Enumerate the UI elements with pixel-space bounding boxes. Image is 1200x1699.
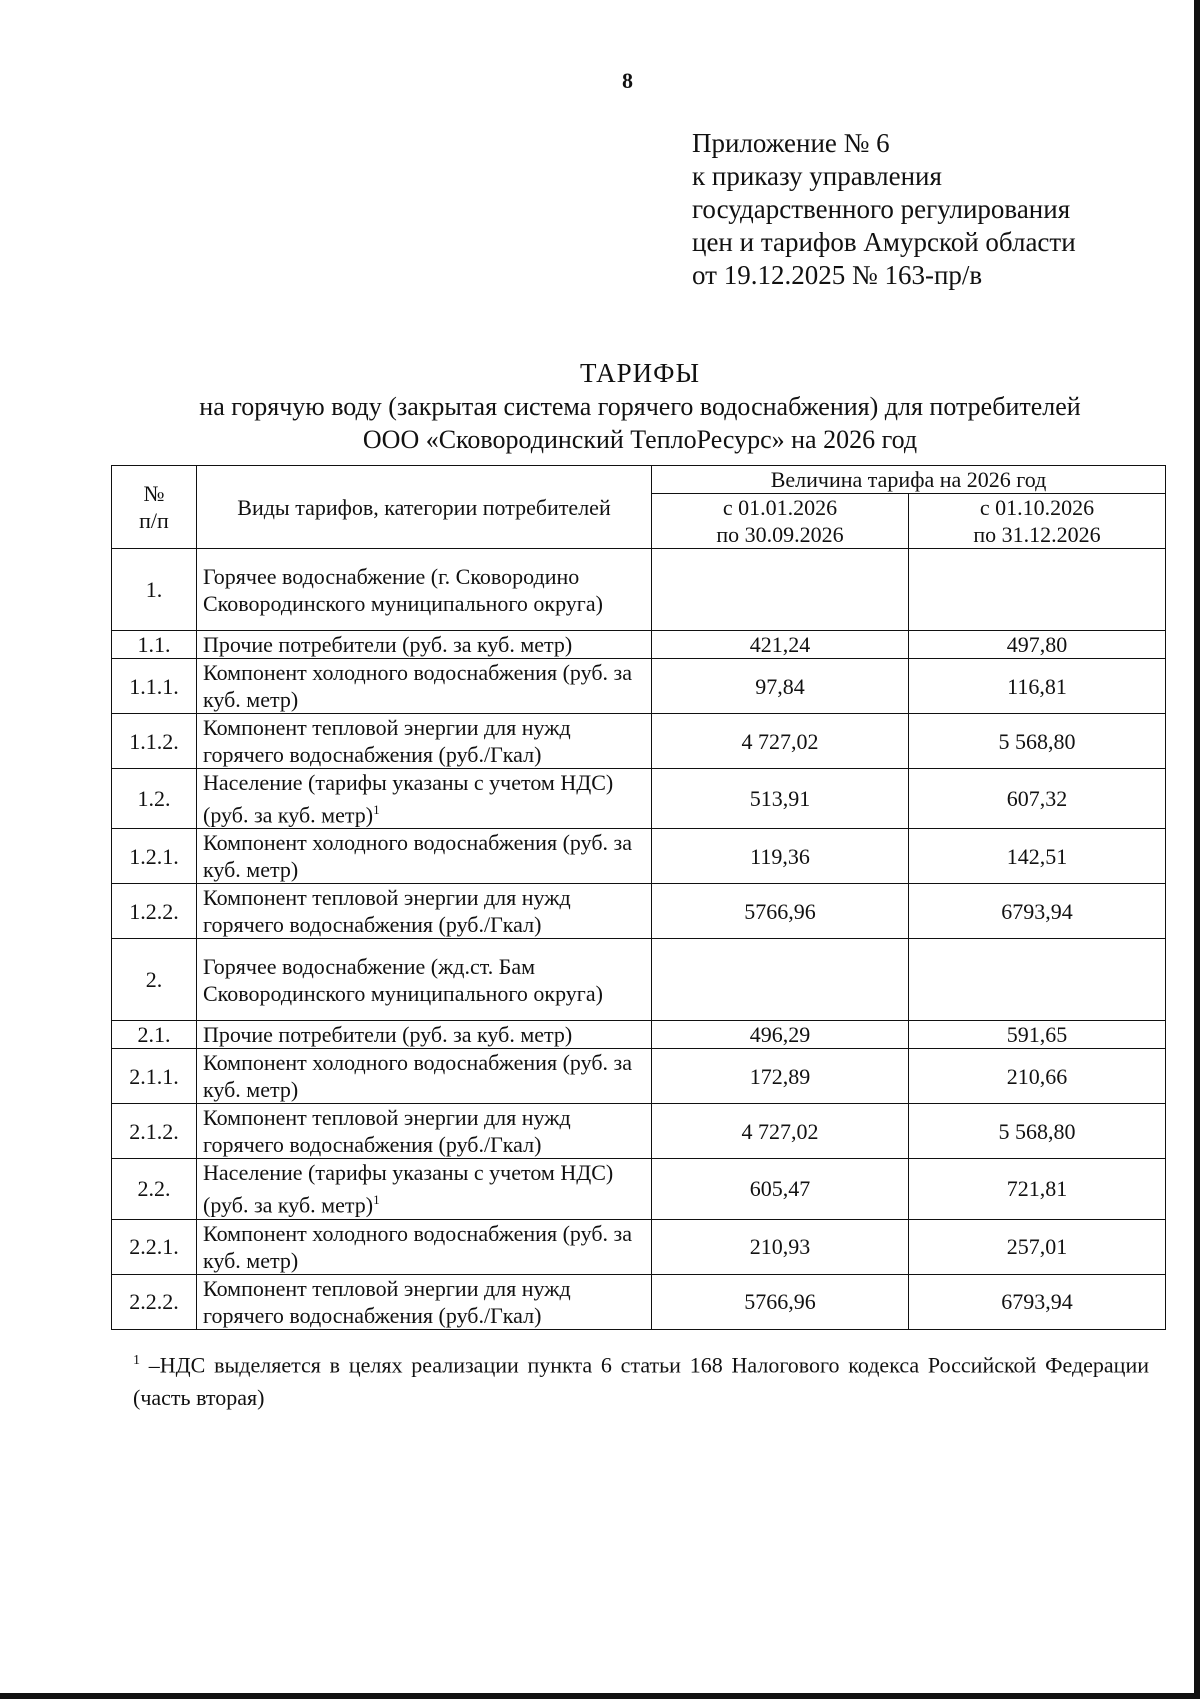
header-tariff-type: Виды тарифов, категории потребителей xyxy=(197,466,652,549)
header-period-1 xyxy=(652,494,909,549)
table-row xyxy=(112,1021,1166,1049)
row-tariff-type xyxy=(197,1159,652,1219)
table-row xyxy=(112,1274,1166,1329)
row-value-period-1: 97,84 xyxy=(652,659,909,714)
row-tariff-type-text: Население (тарифы указаны с учетом НДС) (руб. за куб. метр) xyxy=(203,770,614,828)
row-value-period-2 xyxy=(909,549,1166,631)
row-number: 2.2. xyxy=(112,1159,197,1219)
row-tariff-type-text: Компонент холодного водоснабжения (руб. за куб. метр) xyxy=(203,660,632,712)
row-number: 1. xyxy=(112,549,197,631)
row-tariff-type-text: Горячее водоснабжение (жд.ст. Бам Сковородинского муниципального округа) xyxy=(203,953,603,1006)
table-row xyxy=(112,884,1166,939)
annex-line: от 19.12.2025 № 163-пр/в xyxy=(692,260,983,290)
tariff-table xyxy=(111,465,1166,1330)
table-row xyxy=(112,659,1166,714)
page-number: 8 xyxy=(622,68,633,93)
row-value-period-2: 6793,94 xyxy=(909,1274,1166,1329)
row-value-period-1: 4 727,02 xyxy=(652,1104,909,1159)
row-tariff-type xyxy=(197,884,652,939)
row-value-period-1: 421,24 xyxy=(652,631,909,659)
table-row xyxy=(112,549,1166,631)
row-tariff-type xyxy=(197,1104,652,1159)
row-tariff-type-text: Компонент тепловой энергии для нужд горячего водоснабжения (руб./Гкал) xyxy=(203,715,571,767)
header-period-line: с 01.01.2026 xyxy=(722,495,838,520)
row-value-period-2: 116,81 xyxy=(909,659,1166,714)
row-value-period-2: 721,81 xyxy=(909,1159,1166,1219)
table-row xyxy=(112,1049,1166,1104)
header-tariff-group: Величина тарифа на 2026 год xyxy=(652,466,1166,494)
row-tariff-type-text: Компонент тепловой энергии для нужд горячего водоснабжения (руб./Гкал) xyxy=(203,885,571,938)
row-value-period-2: 210,66 xyxy=(909,1049,1166,1104)
row-value-period-1: 4 727,02 xyxy=(652,714,909,769)
document-heading xyxy=(110,357,1170,456)
table-row xyxy=(112,714,1166,769)
row-value-period-2: 607,32 xyxy=(909,769,1166,829)
document-subtitle-line: на горячую воду (закрытая система горячего водоснабжения) для потребителей xyxy=(199,392,1081,421)
row-tariff-type-text: Прочие потребители (руб. за куб. метр) xyxy=(203,1022,573,1048)
footnote-text: –НДС выделяется в целях реализации пункта 6 статьи 168 Налогового кодекса Российской Федерации (часть вторая) xyxy=(133,1352,1150,1411)
row-value-period-1: 5766,96 xyxy=(652,1274,909,1329)
row-value-period-2: 5 568,80 xyxy=(909,1104,1166,1159)
row-number: 1.2. xyxy=(112,769,197,829)
row-value-period-2: 5 568,80 xyxy=(909,714,1166,769)
annex-line: государственного регулирования xyxy=(692,194,1071,224)
row-value-period-2: 591,65 xyxy=(909,1021,1166,1049)
header-number-line: п/п xyxy=(139,508,169,533)
row-number: 1.1.1. xyxy=(112,659,197,714)
annex-block xyxy=(692,127,1076,292)
table-row xyxy=(112,1104,1166,1159)
row-number: 1.2.1. xyxy=(112,829,197,884)
row-tariff-type-text: Компонент холодного водоснабжения (руб. за куб. метр) xyxy=(203,830,632,883)
row-value-period-1 xyxy=(652,549,909,631)
row-tariff-type-text: Компонент холодного водоснабжения (руб. за куб. метр) xyxy=(203,1050,632,1103)
row-value-period-1: 605,47 xyxy=(652,1159,909,1219)
row-tariff-type xyxy=(197,829,652,884)
annex-line: цен и тарифов Амурской области xyxy=(692,227,1076,257)
row-value-period-1 xyxy=(652,939,909,1021)
footnote-reference: 1 xyxy=(373,802,380,817)
row-tariff-type-text: Население (тарифы указаны с учетом НДС) (руб. за куб. метр) xyxy=(203,1160,614,1218)
header-number-line: № xyxy=(143,481,165,506)
document-subtitle-line: ООО «Сковородинский ТеплоРесурс» на 2026 год xyxy=(362,425,918,454)
row-number: 1.1.2. xyxy=(112,714,197,769)
row-value-period-1: 172,89 xyxy=(652,1049,909,1104)
header-period-line: по 31.12.2026 xyxy=(973,522,1101,547)
table-row xyxy=(112,1159,1166,1219)
table-row xyxy=(112,1219,1166,1274)
row-tariff-type-text: Компонент тепловой энергии для нужд горячего водоснабжения (руб./Гкал) xyxy=(203,1275,571,1328)
row-value-period-2: 497,80 xyxy=(909,631,1166,659)
row-number: 2.2.2. xyxy=(112,1274,197,1329)
row-tariff-type xyxy=(197,1049,652,1104)
row-value-period-1: 210,93 xyxy=(652,1219,909,1274)
row-tariff-type-text: Компонент холодного водоснабжения (руб. за куб. метр) xyxy=(203,1220,632,1273)
row-number: 1.2.2. xyxy=(112,884,197,939)
row-tariff-type xyxy=(197,1219,652,1274)
row-tariff-type xyxy=(197,769,652,829)
row-value-period-2: 257,01 xyxy=(909,1219,1166,1274)
row-value-period-2: 142,51 xyxy=(909,829,1166,884)
row-tariff-type xyxy=(197,1274,652,1329)
header-period-line: с 01.10.2026 xyxy=(979,495,1095,520)
row-tariff-type xyxy=(197,1021,652,1049)
row-number: 2. xyxy=(112,939,197,1021)
row-tariff-type xyxy=(197,714,652,769)
row-tariff-type-text: Горячее водоснабжение (г. Сковородино Сковородинского муниципального округа) xyxy=(203,563,603,616)
footnote xyxy=(133,1344,1149,1414)
row-value-period-1: 5766,96 xyxy=(652,884,909,939)
table-row xyxy=(112,939,1166,1021)
row-number: 2.2.1. xyxy=(112,1219,197,1274)
document-title: ТАРИФЫ xyxy=(579,358,701,388)
row-number: 1.1. xyxy=(112,631,197,659)
row-tariff-type xyxy=(197,939,652,1021)
row-value-period-1: 119,36 xyxy=(652,829,909,884)
table-row xyxy=(112,769,1166,829)
table-row xyxy=(112,829,1166,884)
row-tariff-type xyxy=(197,659,652,714)
header-period-2 xyxy=(909,494,1166,549)
footnote-reference: 1 xyxy=(373,1192,380,1208)
annex-line: к приказу управления xyxy=(692,161,942,191)
row-number: 2.1.1. xyxy=(112,1049,197,1104)
row-number: 2.1.2. xyxy=(112,1104,197,1159)
row-value-period-1: 513,91 xyxy=(652,769,909,829)
row-number: 2.1. xyxy=(112,1021,197,1049)
row-tariff-type xyxy=(197,549,652,631)
table-row xyxy=(112,631,1166,659)
footnote-mark: 1 xyxy=(133,1353,140,1368)
row-tariff-type-text: Прочие потребители (руб. за куб. метр) xyxy=(203,632,573,657)
row-value-period-2 xyxy=(909,939,1166,1021)
row-tariff-type-text: Компонент тепловой энергии для нужд горячего водоснабжения (руб./Гкал) xyxy=(203,1105,571,1158)
tariff-table-body xyxy=(112,549,1166,1330)
header-number xyxy=(112,466,197,549)
annex-line: Приложение № 6 xyxy=(692,128,890,158)
header-period-line: по 30.09.2026 xyxy=(716,522,844,547)
row-value-period-1: 496,29 xyxy=(652,1021,909,1049)
row-value-period-2: 6793,94 xyxy=(909,884,1166,939)
row-tariff-type xyxy=(197,631,652,659)
